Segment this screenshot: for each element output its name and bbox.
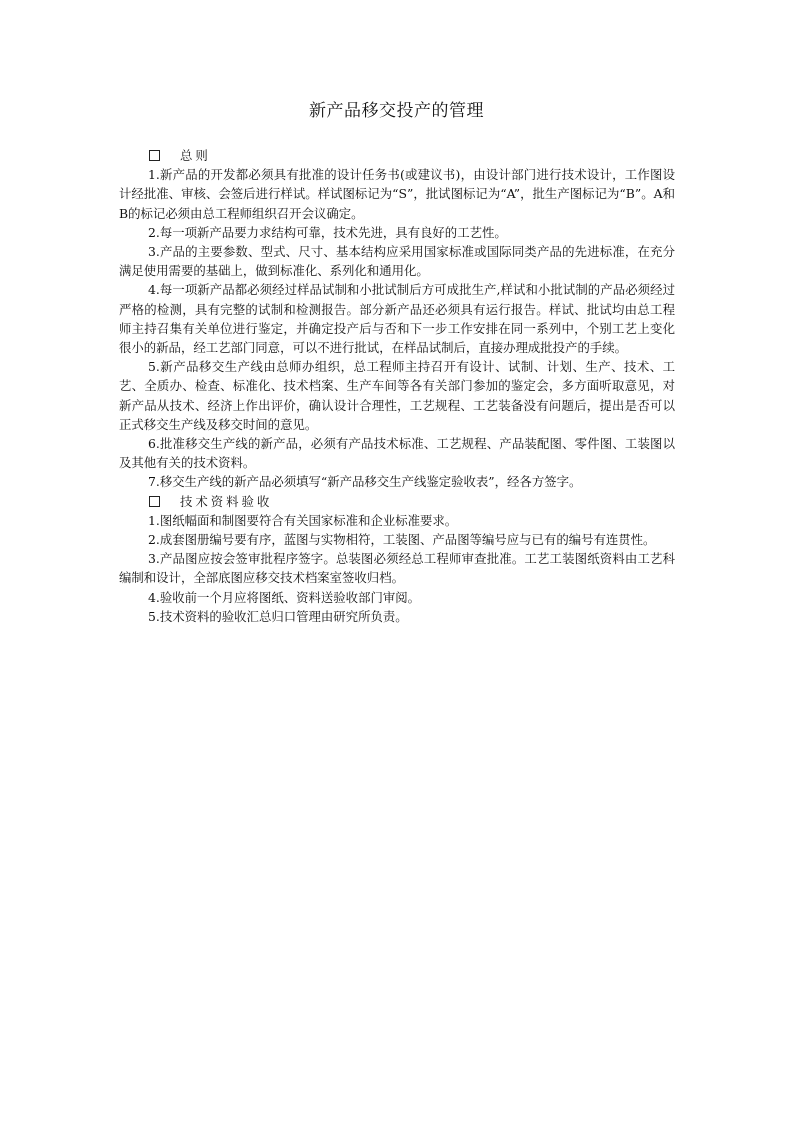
paragraph: 5.新产品移交生产线由总师办组织，总工程师主持召开有设计、试制、计划、生产、技术、工艺、全质办、检查、标准化、技术档案、生产车间等各有关部门参加的鉴定会，多方面听取意见，对新产品从技术、经济上作出评价，确认设计合理性，工艺规程、工艺装备没有问题后，提出是否可以正式移交生产线及移交时间的意见。	[119, 359, 675, 432]
paragraph: 6.批准移交生产线的新产品，必须有产品技术标准、工艺规程、产品装配图、零件图、工装图以及其他有关的技术资料。	[119, 436, 675, 471]
section-heading-technical-docs	[149, 492, 675, 511]
paragraph: 4.每一项新产品都必须经过样品试制和小批试制后方可成批生产,样试和小批试制的产品必须经过严格的检测，具有完整的试制和检测报告。部分新产品还必须具有运行报告。样试、批试均由总工程师主持召集有关单位进行鉴定，并确定投产后与否和下一步工作安排在同一系列中，个别工艺上变化很小的新品，经工艺部门同意，可以不进行批试，在样品试制后，直接办理成批投产的手续。	[119, 282, 675, 356]
section-heading-general	[149, 146, 675, 165]
paragraph: 5.技术资料的验收汇总归口管理由研究所负责。	[148, 608, 408, 624]
paragraph: 2.成套图册编号要有序，蓝图与实物相符，工装图、产品图等编号应与已有的编号有连贯性。	[148, 532, 656, 548]
paragraph: 3.产品的主要参数、型式、尺寸、基本结构应采用国家标准或国际同类产品的先进标准，在充分满足使用需要的基础上，做到标准化、系列化和通用化。	[119, 244, 675, 279]
document-body	[119, 146, 675, 626]
paragraph: 1.新产品的开发都必须具有批准的设计任务书(或建议书)，由设计部门进行技术设计，工作图设计经批准、审核、会签后进行样试。样试图标记为“S”，批试图标记为“A”，批生产图标记为“B”。A和B的标记必须由总工程师组织召开会议确定。	[119, 167, 675, 221]
checkbox-square-icon	[149, 150, 160, 161]
paragraph: 4.验收前一个月应将图纸、资料送验收部门审阅。	[148, 589, 421, 605]
section-heading-label: 技术资料验收	[180, 493, 273, 509]
section-heading-label: 总则	[180, 148, 211, 163]
checkbox-square-icon	[149, 496, 160, 507]
paragraph: 3.产品图应按会签审批程序签字。总装图必须经总工程师审查批准。工艺工装图纸资料由工艺科编制和设计，全部底图应移交技术档案室签收归档。	[119, 551, 675, 586]
paragraph: 2.每一项新产品要力求结构可靠，技术先进，具有良好的工艺性。	[148, 224, 507, 240]
paragraph: 1.图纸幅面和制图要符合有关国家标准和企业标准要求。	[148, 512, 458, 528]
document-title: 新产品移交投产的管理	[309, 101, 484, 121]
paragraph: 7.移交生产线的新产品必须填写“新产品移交生产线鉴定验收表”，经各方签字。	[148, 474, 582, 490]
